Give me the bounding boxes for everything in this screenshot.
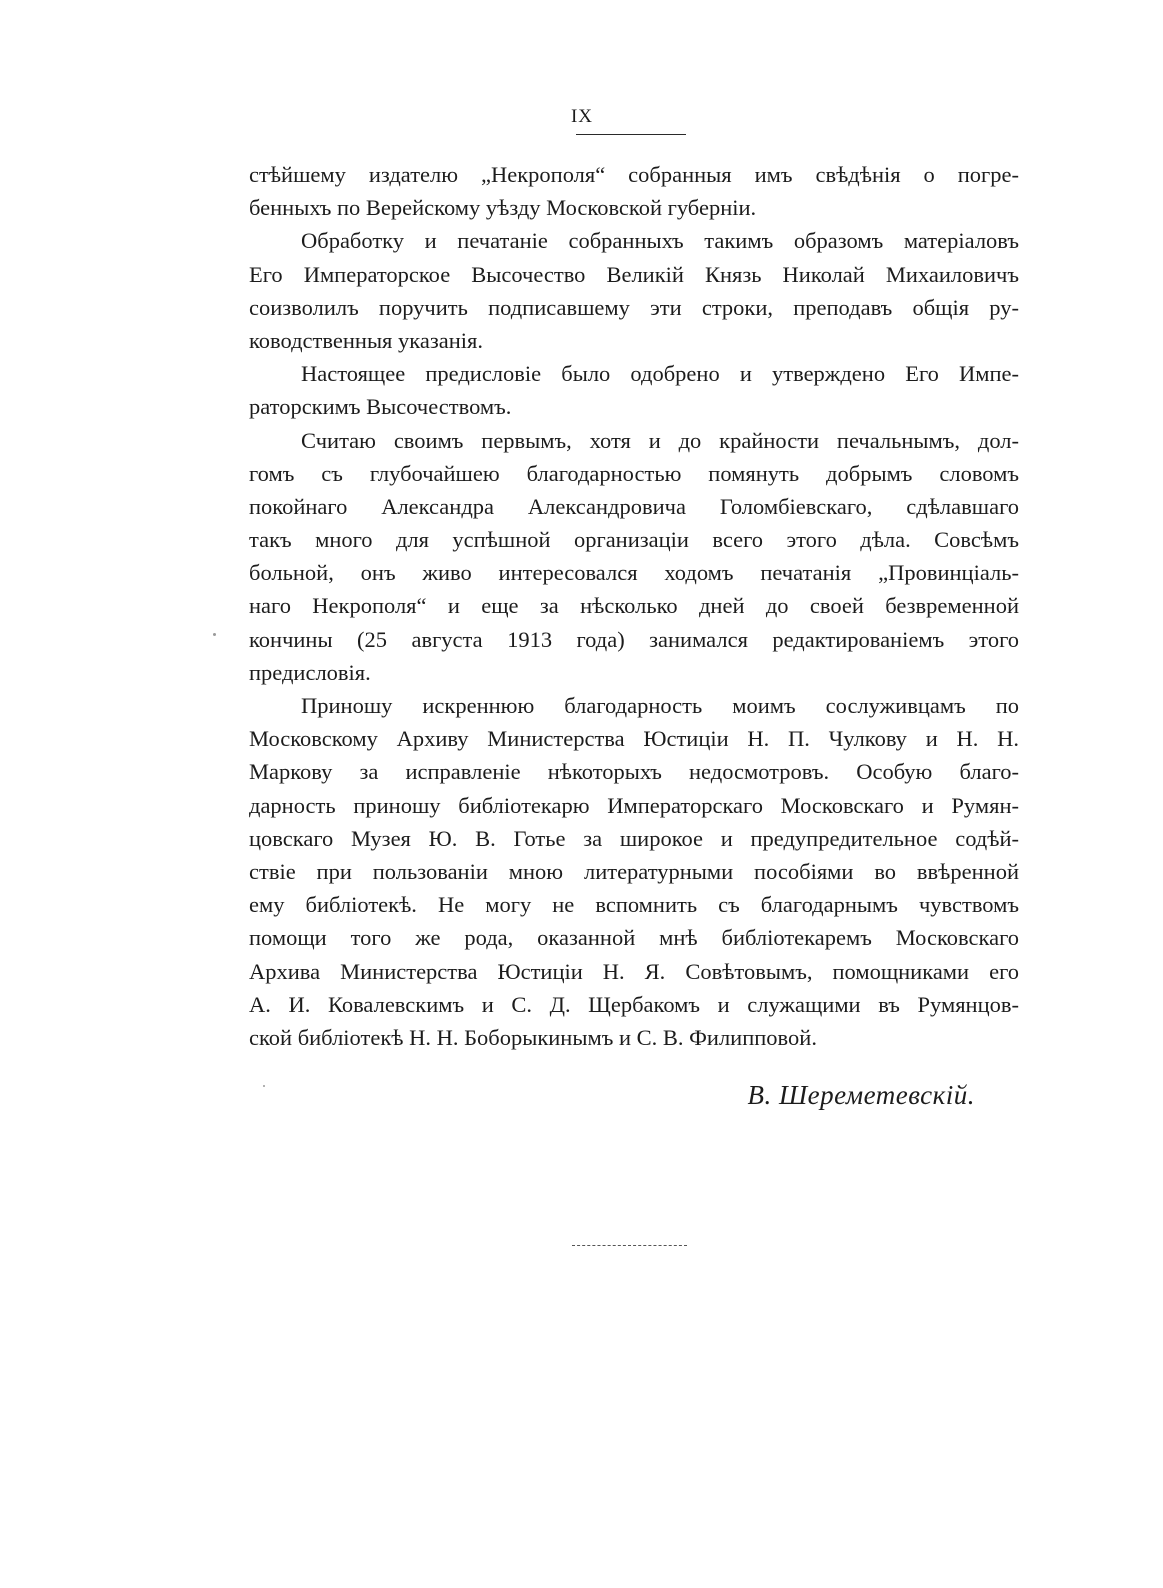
paragraph — [249, 224, 1019, 357]
text-line: кончины (25 августа 1913 года) занимался редактированіемъ этого — [249, 626, 1019, 652]
text-line: ему библіотекѣ. Не могу не вспомнить съ благодарнымъ чувствомъ — [249, 892, 1019, 918]
preface-text — [249, 158, 1019, 1054]
text-line: бенныхъ по Верейскому уѣзду Московской губерніи. — [249, 195, 757, 221]
text-line: Считаю своимъ первымъ, хотя и до крайности печальнымъ, дол- — [301, 427, 1019, 453]
scan-speck — [213, 633, 216, 636]
header-rule — [576, 134, 686, 135]
page-number: IX — [570, 106, 594, 127]
paragraph — [249, 424, 1019, 690]
text-line: А. И. Ковалевскимъ и С. Д. Щербакомъ и служащими въ Румянцов- — [249, 991, 1019, 1017]
text-line: стѣйшему издателю „Некрополя“ собранныя имъ свѣдѣнія о погре- — [249, 162, 1019, 187]
text-line: ководственныя указанія. — [249, 327, 483, 353]
text-line: гомъ съ глубочайшею благодарностью помянуть добрымъ словомъ — [249, 460, 1019, 486]
scan-speck — [263, 1085, 265, 1087]
footer-rule — [572, 1245, 687, 1246]
text-line: Его Императорское Высочество Великій Князь Николай Михаиловичъ — [249, 261, 1019, 287]
text-line: помощи того же рода, оказанной мнѣ библіотекаремъ Московскаго — [249, 925, 1019, 951]
text-line: соизволилъ поручить подписавшему эти строки, преподавъ общія ру- — [249, 294, 1019, 320]
text-line: Обработку и печатаніе собранныхъ такимъ образомъ матеріаловъ — [301, 228, 1019, 254]
text-line: Приношу искреннюю благодарность моимъ сослуживцамъ по — [301, 693, 1019, 718]
text-line: такъ много для успѣшной организаціи всего этого дѣла. Совсѣмъ — [249, 527, 1019, 553]
text-line: ствіе при пользованіи мною литературными пособіями во ввѣренной — [249, 858, 1019, 884]
text-line: предисловія. — [249, 659, 371, 685]
text-line: Архива Министерства Юстиціи Н. Я. Совѣтовымъ, помощниками его — [249, 958, 1019, 984]
text-line: Маркову за исправленіе нѣкоторыхъ недосмотровъ. Особую благо- — [249, 759, 1019, 785]
text-line: дарность приношу библіотекарю Императорскаго Московскаго и Румян- — [249, 792, 1019, 818]
text-line: Московскому Архиву Министерства Юстиціи Н. П. Чулкову и Н. Н. — [249, 726, 1019, 752]
text-line: больной, онъ живо интересовался ходомъ печатанія „Провинціаль- — [249, 560, 1019, 586]
paragraph — [249, 158, 1019, 224]
text-line: наго Некрополя“ и еще за нѣсколько дней до своей безвременной — [249, 593, 1019, 619]
text-line: ской библіотекѣ Н. Н. Боборыкинымъ и С. В. Филипповой. — [249, 1024, 817, 1050]
paragraph — [249, 357, 1019, 423]
paragraph — [249, 689, 1019, 1054]
text-line: Настоящее предисловіе было одобрено и утверждено Его Импе- — [301, 361, 1019, 387]
text-line: цовскаго Музея Ю. В. Готье за широкое и предупредительное содѣй- — [249, 825, 1019, 851]
text-line: покойнаго Александра Александровича Голомбіевскаго, сдѣлавшаго — [249, 493, 1019, 519]
text-line: раторскимъ Высочествомъ. — [249, 394, 512, 420]
author-signature: В. Шереметевскій. — [747, 1080, 975, 1110]
